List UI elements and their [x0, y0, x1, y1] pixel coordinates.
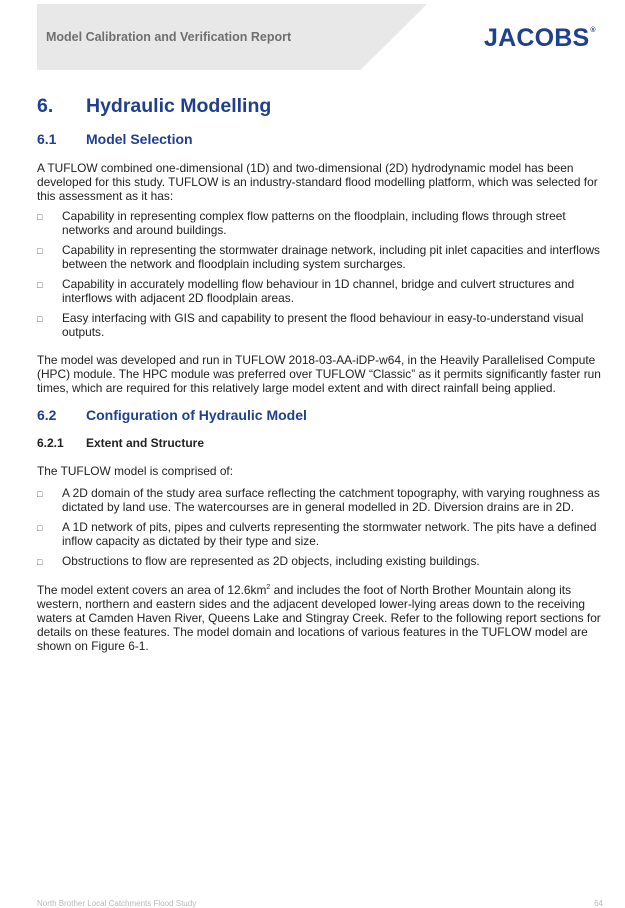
section-6-2-heading [37, 407, 307, 423]
jacobs-logo [484, 24, 596, 53]
section-6-title: Hydraulic Modelling [86, 95, 272, 117]
registered-mark: ® [590, 27, 596, 34]
list-item: □ A 1D network of pits, pipes and culverts representing the stormwater network. The pits have a defined inflow capacity as dictated by their type and size. [37, 520, 597, 548]
section-6-2-title: Configuration of Hydraulic Model [86, 407, 307, 423]
section-6-number: 6. [37, 95, 54, 117]
section-6-2-1-number: 6.2.1 [37, 436, 64, 450]
model-selection-intro: A TUFLOW combined one-dimensional (1D) and two-dimensional (2D) hydrodynamic model has been developed for this study. TUFLOW is an industry-standard flood modelling platform, which was selected for this assessment as it has: [37, 161, 598, 203]
section-6-1-number: 6.1 [37, 131, 57, 147]
list-item: □ Capability in representing complex flow patterns on the floodplain, including flows through street networks and around buildings. [37, 209, 566, 237]
section-6-2-1-title: Extent and Structure [86, 436, 205, 450]
list-item: □ A 2D domain of the study area surface reflecting the catchment topography, with varying roughness as dictated by land use. The watercourses are in general modelled in 2D. Diversion drains are in 2D. [37, 486, 600, 514]
model-extent-paragraph: The model extent covers an area of $12.6km^2$ and includes the foot of North Brother Mountain along its western, northern and eastern sides and the adjacent developed lower-lying areas down to the receiving waters at Camden Haven River, Queens Lake and Stingray Creek. Refer to the following report sections for details on these features. The model domain and locations of various features in the TUFLOW model are shown on Figure 6-1. [37, 582, 601, 653]
bullet-box-icon: □ [37, 212, 43, 222]
squared-superscript: 2 [266, 584, 271, 591]
model-selection-list [37, 209, 603, 345]
list-item: □ Capability in accurately modelling flow behaviour in 1D channel, bridge and culvert structures and interflows with adjacent 2D floodplain areas. [37, 277, 575, 305]
bullet-box-icon: □ [37, 314, 43, 324]
footer-page-number: 64 [594, 899, 603, 908]
section-6-2-number: 6.2 [37, 407, 57, 423]
list-item: □ Obstructions to flow are represented as 2D objects, including existing buildings. [37, 554, 480, 568]
section-6-1-heading [37, 131, 193, 147]
bullet-box-icon: □ [37, 489, 43, 499]
list-item: □ Capability in representing the stormwater drainage network, including pit inlet capacities and interflows between the network and floodplain including system surcharges. [37, 243, 601, 271]
structure-intro: The TUFLOW model is comprised of: [37, 464, 234, 478]
footer-document-title: North Brother Local Catchments Flood Study [37, 899, 197, 908]
bullet-box-icon: □ [37, 523, 43, 533]
structure-list [37, 486, 603, 574]
bullet-box-icon: □ [37, 246, 43, 256]
section-6-1-title: Model Selection [86, 131, 193, 147]
bullet-box-icon: □ [37, 280, 43, 290]
logo-text: JACOBS [484, 24, 590, 52]
section-6-heading [37, 95, 271, 118]
report-title: Model Calibration and Verification Report [46, 30, 292, 44]
list-item: □ Easy interfacing with GIS and capability to present the flood behaviour in easy-to-understand visual outputs. [37, 311, 584, 339]
section-6-2-1-heading [37, 436, 204, 450]
model-selection-closing: The model was developed and run in TUFLOW 2018-03-AA-iDP-w64, in the Heavily Parallelised Compute (HPC) module. The HPC module was preferred over TUFLOW “Classic” as it permits significantly faster run times, which are required for this relatively large model extent and with direct rainfall being applied. [37, 353, 601, 395]
bullet-box-icon: □ [37, 557, 43, 567]
